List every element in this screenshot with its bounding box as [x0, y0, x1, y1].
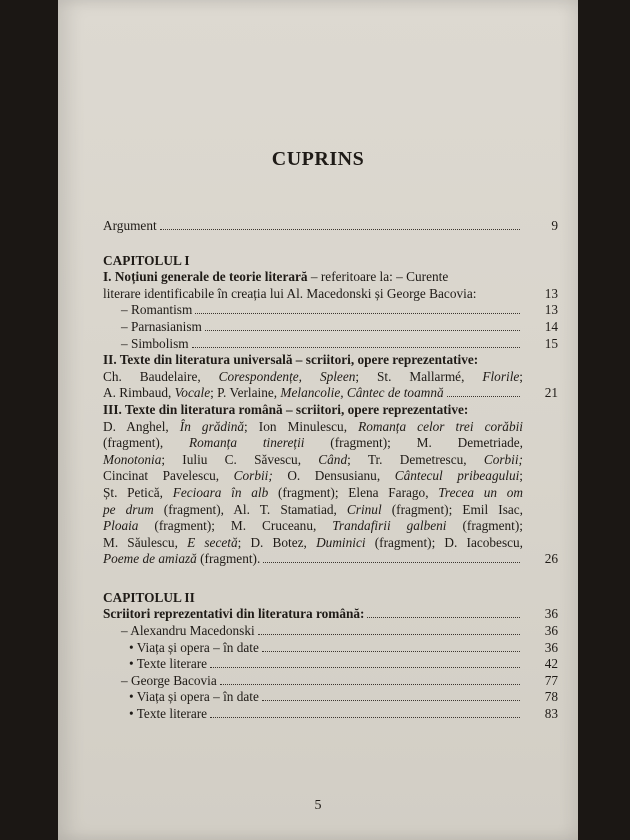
- leader-dots: [210, 667, 520, 668]
- leader-dots: [192, 347, 520, 348]
- toc-subentry[interactable]: [103, 706, 558, 723]
- toc-page-number: 13: [544, 302, 558, 318]
- toc-page-number: 36: [544, 623, 558, 639]
- toc-entry-label: – Simbolism: [121, 335, 189, 351]
- toc-page-number: 77: [544, 672, 558, 688]
- toc-subentry[interactable]: [103, 656, 558, 673]
- toc-page-number: 42: [544, 656, 558, 672]
- toc-section-3-line: Șt. Petică, Fecioara în alb (fragment); Elena Farago, Trecea un om: [103, 484, 523, 500]
- toc-section-2-heading: II. Texte din literatura universală – scriitori, opere reprezentative:: [103, 352, 479, 368]
- toc-section-2-line1: Ch. Baudelaire, Corespondențe, Spleen; St. Mallarmé, Florile;: [103, 368, 523, 384]
- toc-page-number: 9: [551, 218, 558, 233]
- toc-subentry[interactable]: [103, 302, 558, 319]
- toc-section-3-line: Ploaia (fragment); M. Cruceanu, Trandafirii galbeni (fragment);: [103, 518, 524, 534]
- toc-section-1-line2[interactable]: literare identificabile în creația lui Al. Macedonski și George Bacovia: 13: [103, 285, 558, 301]
- toc-page-number: 14: [544, 318, 558, 334]
- toc-entry-label: – George Bacovia: [121, 672, 217, 688]
- toc-section-1-line1: I. Noțiuni generale de teorie literară – referitoare la: – Curente: [103, 269, 449, 285]
- leader-dots: [263, 562, 520, 563]
- leader-dots: [195, 313, 520, 314]
- leader-dots: [220, 684, 520, 685]
- toc-section-2-line2[interactable]: A. Rimbaud, Vocale; P. Verlaine, Melancolie, Cântec de toamnă 21: [103, 385, 558, 401]
- chapter-heading-2: CAPITOLUL II: [103, 589, 195, 605]
- table-of-contents: [103, 218, 558, 723]
- toc-page-number: 26: [544, 551, 558, 567]
- toc-section-3-line: pe drum (fragment), Al. T. Stamatiad, Crinul (fragment); Emil Isac,: [103, 501, 524, 517]
- toc-section-3-heading: III. Texte din literatura română – scriitori, opere reprezentative:: [103, 401, 469, 417]
- page-title: CUPRINS: [271, 148, 365, 170]
- toc-entry-label: • Texte literare: [129, 706, 208, 722]
- leader-dots: [160, 229, 520, 230]
- book-page: [58, 0, 578, 840]
- toc-entry-label: – Romantism: [121, 302, 193, 318]
- toc-page-number: 13: [544, 285, 558, 301]
- toc-section-3-line: Monotonia; Iuliu C. Săvescu, Când; Tr. Demetrescu, Corbii;: [103, 451, 523, 467]
- leader-dots: [205, 330, 520, 331]
- toc-entry-argument[interactable]: [103, 218, 558, 235]
- toc-author-entry[interactable]: [103, 623, 558, 640]
- chapter-heading-1: CAPITOLUL I: [103, 252, 190, 268]
- toc-entry-label: • Viața și opera – în date: [129, 639, 259, 655]
- toc-page-number: 15: [544, 335, 558, 351]
- leader-dots: [447, 396, 520, 397]
- toc-subentry[interactable]: [103, 639, 558, 657]
- leader-dots: [367, 617, 520, 618]
- leader-dots: [262, 651, 520, 652]
- toc-entry-label: Argument: [103, 218, 157, 233]
- toc-subentry[interactable]: [103, 689, 558, 706]
- toc-entry-label: • Viața și opera – în date: [129, 689, 259, 705]
- toc-page-number: 21: [544, 385, 558, 401]
- toc-entry-label: – Parnasianism: [121, 318, 202, 334]
- page-number: 5: [314, 798, 322, 813]
- toc-section-cap2-heading[interactable]: Scriitori reprezentativi din literatura română: 36: [103, 606, 558, 622]
- toc-page-number: 36: [544, 639, 558, 655]
- toc-section-3-line: D. Anghel, În grădină; Ion Minulescu, Romanța celor trei corăbii: [103, 418, 523, 434]
- toc-page-number: 78: [544, 689, 558, 705]
- toc-subentry[interactable]: [103, 318, 558, 336]
- leader-dots: [258, 634, 520, 635]
- toc-section-3-line: Cincinat Pavelescu, Corbii; O. Densusianu, Cântecul pribeagului;: [103, 468, 523, 484]
- toc-section-3-line: M. Săulescu, E secetă; D. Botez, Duminici (fragment); D. Iacobescu,: [103, 534, 524, 550]
- toc-subentry[interactable]: [103, 335, 558, 353]
- toc-section-3-last[interactable]: Poeme de amiază (fragment). 26: [103, 551, 558, 567]
- toc-entry-label: – Alexandru Macedonski: [121, 623, 255, 639]
- toc-author-entry[interactable]: [103, 672, 558, 690]
- toc-entry-label: • Texte literare: [129, 656, 208, 672]
- toc-section-3-line: (fragment), Romanța tinereții (fragment); M. Demetriade,: [103, 435, 523, 451]
- toc-page-number: 36: [544, 606, 558, 622]
- leader-dots: [210, 717, 520, 718]
- leader-dots: [262, 700, 520, 701]
- toc-page-number: 83: [544, 706, 558, 722]
